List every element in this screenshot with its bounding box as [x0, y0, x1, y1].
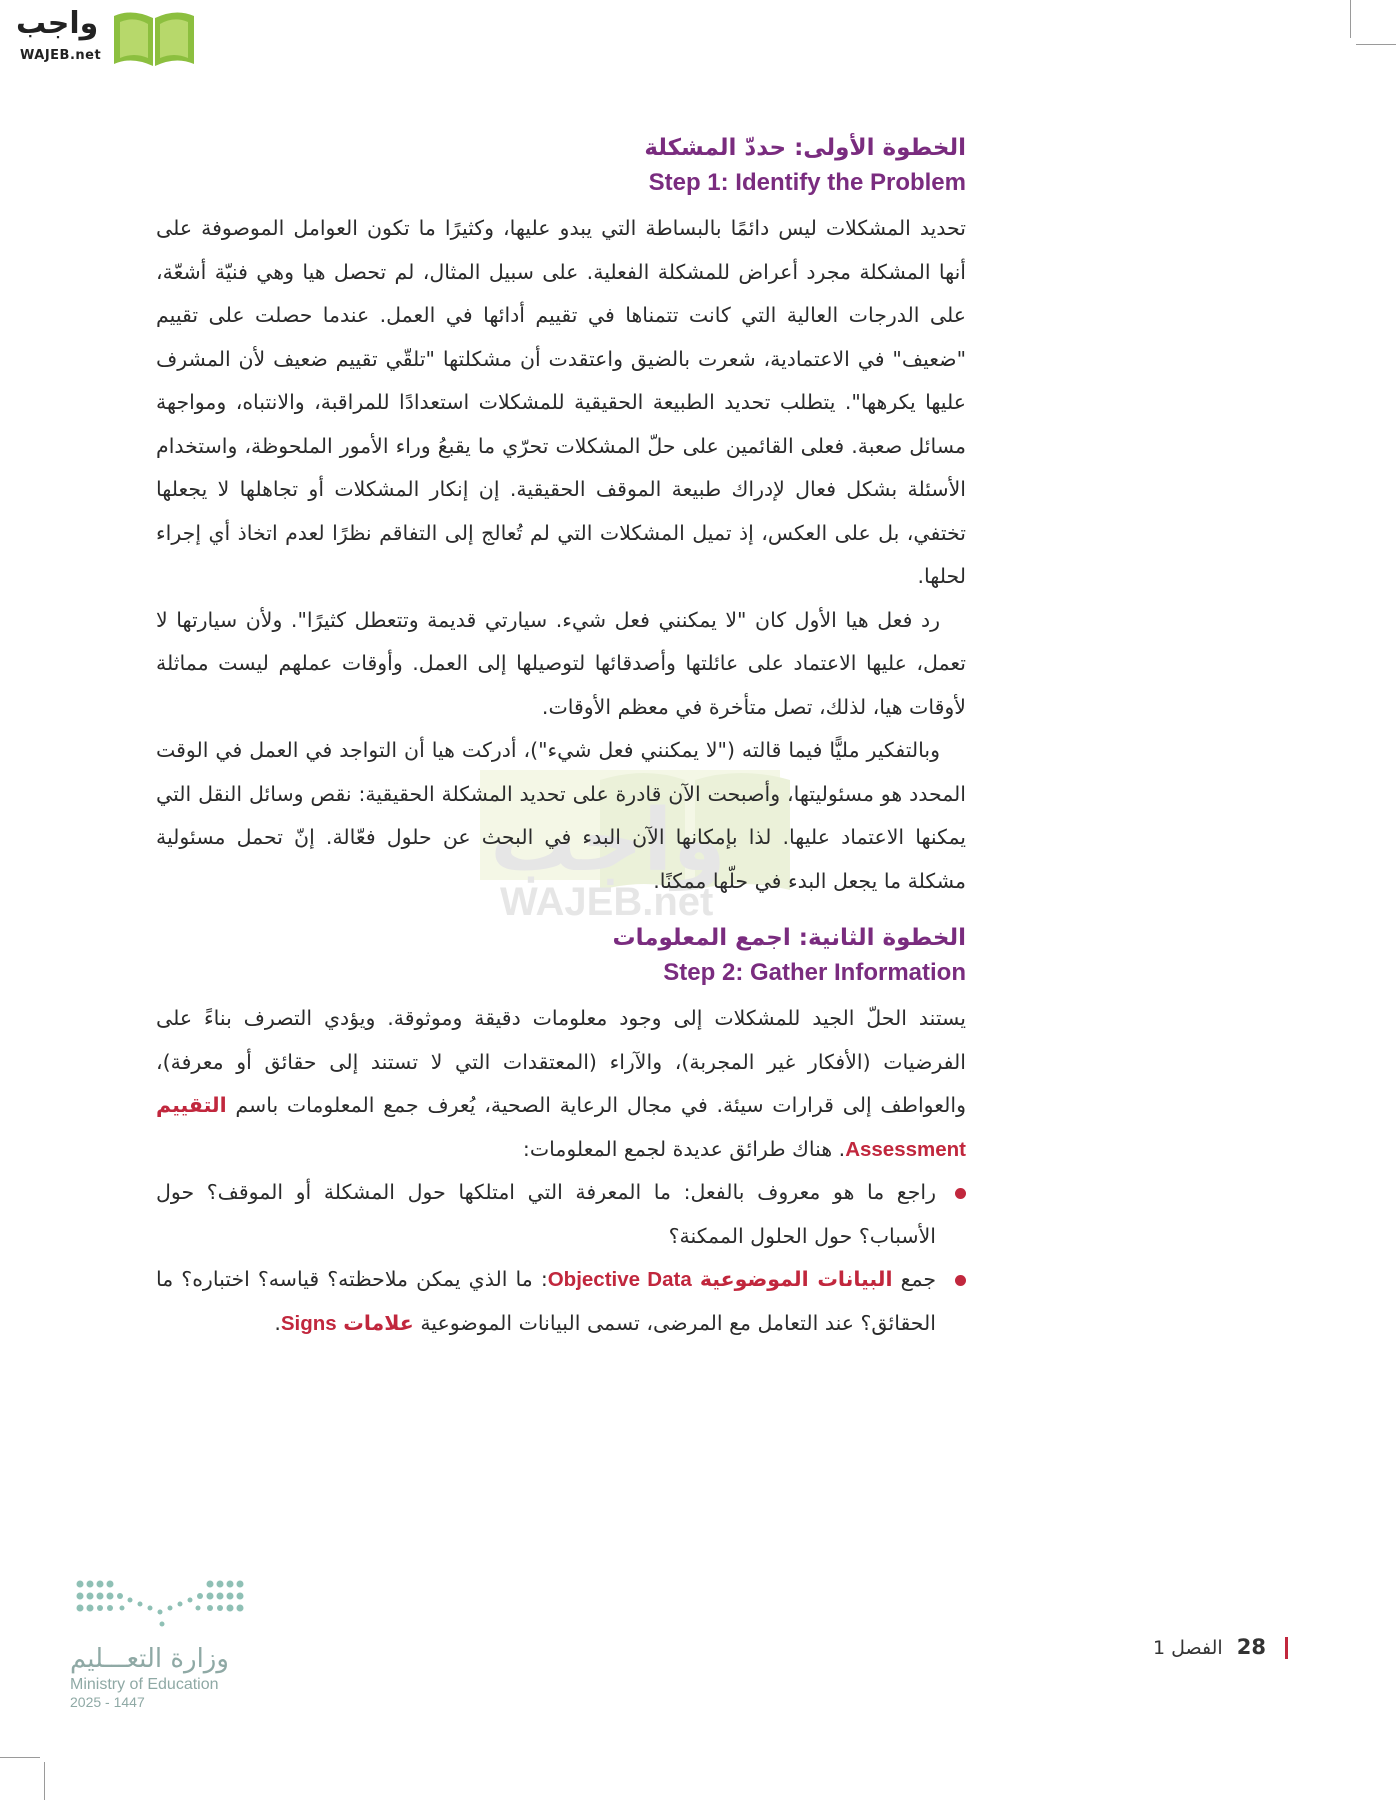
watermark-latin: WAJEB.net — [500, 880, 714, 924]
list-item — [156, 1258, 966, 1345]
term-objective-data-en: Objective Data — [547, 1268, 692, 1291]
chapter-label: الفصل 1 — [1153, 1637, 1223, 1659]
step1-heading-ar: الخطوة الأولى: حددّ المشكلة — [644, 135, 966, 161]
list-item — [156, 1171, 966, 1258]
step1-heading-en: Step 1: Identify the Problem — [648, 169, 966, 196]
page-number: 28 — [1236, 1635, 1266, 1659]
footer-accent-bar — [1285, 1637, 1288, 1659]
bullet-list — [156, 1171, 966, 1345]
step1-paragraph-2: رد فعل هيا الأول كان "لا يمكنني فعل شيء. سيارتي قديمة وتتعطل كثيرًا". ولأن سيارتها لا تعمل، عليها الاعتماد على عائلتها وأصدقائها لتوصيلها إلى العمل. وأوقات عملهم ليست مماثلة لأوقات هيا، لذلك، تصل متأخرة في معظم الأوقات. — [156, 607, 966, 719]
term-objective-data-ar: البيانات الموضوعية — [699, 1267, 893, 1291]
bullet-dot-icon — [955, 1275, 966, 1286]
ministry-english: Ministry of Education — [70, 1676, 219, 1693]
ministry-logo — [70, 1578, 270, 1710]
page-footer — [1153, 1635, 1266, 1659]
wajeb-logo — [10, 6, 190, 68]
crop-mark — [44, 1762, 45, 1800]
step2-heading-ar: الخطوة الثانية: اجمع المعلومات — [612, 925, 966, 951]
bullet-2-continued: : ما الذي يمكن ملاحظته؟ قياسه؟ اختباره؟ ما الحقائق؟ عند التعامل مع المرضى، تسمى البيانات الموضوعية — [156, 1267, 936, 1335]
ministry-year: 2025 - 1447 — [70, 1694, 145, 1710]
bullet-2-text: جمع — [892, 1267, 937, 1291]
logo-latin: WAJEB.net — [20, 48, 102, 63]
bullet-dot-icon — [955, 1188, 966, 1199]
step2-p1-end: . هناك طرائق عديدة لجمع المعلومات: — [522, 1136, 846, 1161]
step1-paragraph-1: تحديد المشكلات ليس دائمًا بالبساطة التي يبدو عليها، وكثيرًا ما تكون العوامل الموصوفة على أنها المشكلة مجرد أعراض للمشكلة الفعلية. على سبيل المثال، لم تحصل هيا وهي فنيّة أشعّة، على الدرجات العالية التي كانت تتمناها في تقييم أدائها في العمل. عندما حصلت على تقييم "ضعيف" في الاعتمادية، شعرت بالضيق واعتقدت أن مشكلتها "تلقّي تقييم ضعيف لأن المشرف عليها يكرهها". يتطلب تحديد الطبيعة الحقيقية للمشكلات استعدادًا للمراقبة، والانتباه، ومواجهة مسائل صعبة. فعلى القائمين على حلّ المشكلات تحرّي ما يقبعُ وراء الأمور الملحوظة، واستخدام الأسئلة بشكل فعال لإدراك طبيعة الموقف الحقيقية. إن إنكار المشكلات أو تجاهلها لا يجعلها تختفي، بل على العكس، إذ تميل المشكلات التي لم تُعالج إلى التفاقم نظرًا لعدم اتخاذ أي إجراء لحلها. — [156, 216, 966, 588]
step1-paragraph-3: وبالتفكير مليًّا فيما قالته ("لا يمكنني فعل شيء")، أدركت هيا أن التواجد في العمل في الوقت المحدد هو مسئوليتها، وأصبحت الآن قادرة على تحديد المشكلة الحقيقية: نقص وسائل النقل التي يمكنها الاعتماد عليها. لذا بإمكانها الآن البدء في البحث عن حلول فعّالة. إنّ تحمل مسئولية مشكلة ما يجعل البدء في حلّها ممكنًا. — [156, 738, 966, 893]
watermark-arabic: واجب — [490, 791, 726, 891]
book-icon — [110, 8, 198, 70]
page-content — [156, 135, 966, 1345]
crop-mark — [1350, 0, 1351, 38]
bullet-2-end: . — [274, 1310, 281, 1335]
step2-p1-text: يستند الحلّ الجيد للمشكلات إلى وجود معلومات دقيقة وموثوقة. ويؤدي التصرف بناءً على الفرضيات (الأفكار غير المجربة)، والآراء (المعتقدات التي لا تستند إلى حقائق أو معرفة)، والعواطف إلى قرارات سيئة. في مجال الرعاية الصحية، يُعرف جمع المعلومات باسم — [156, 1006, 966, 1117]
term-signs-en: Signs — [280, 1311, 337, 1335]
bullet-1-text: راجع ما هو معروف بالفعل: ما المعرفة التي امتلكها حول المشكلة أو الموقف؟ حول الأسباب؟ حول الحلول الممكنة؟ — [156, 1180, 936, 1248]
term-signs-ar: علامات — [343, 1310, 414, 1335]
step2-heading-en: Step 2: Gather Information — [663, 959, 966, 986]
ministry-dots-icon — [70, 1578, 250, 1636]
term-assessment-en: Assessment — [845, 1137, 966, 1161]
ministry-arabic: وزارة التعـــليم — [70, 1644, 229, 1674]
step2-paragraph-1 — [156, 997, 966, 1171]
crop-mark — [1356, 44, 1396, 45]
logo-arabic: واجب — [16, 6, 99, 41]
crop-mark — [0, 1757, 40, 1758]
term-assessment-ar: التقييم — [156, 1093, 227, 1117]
